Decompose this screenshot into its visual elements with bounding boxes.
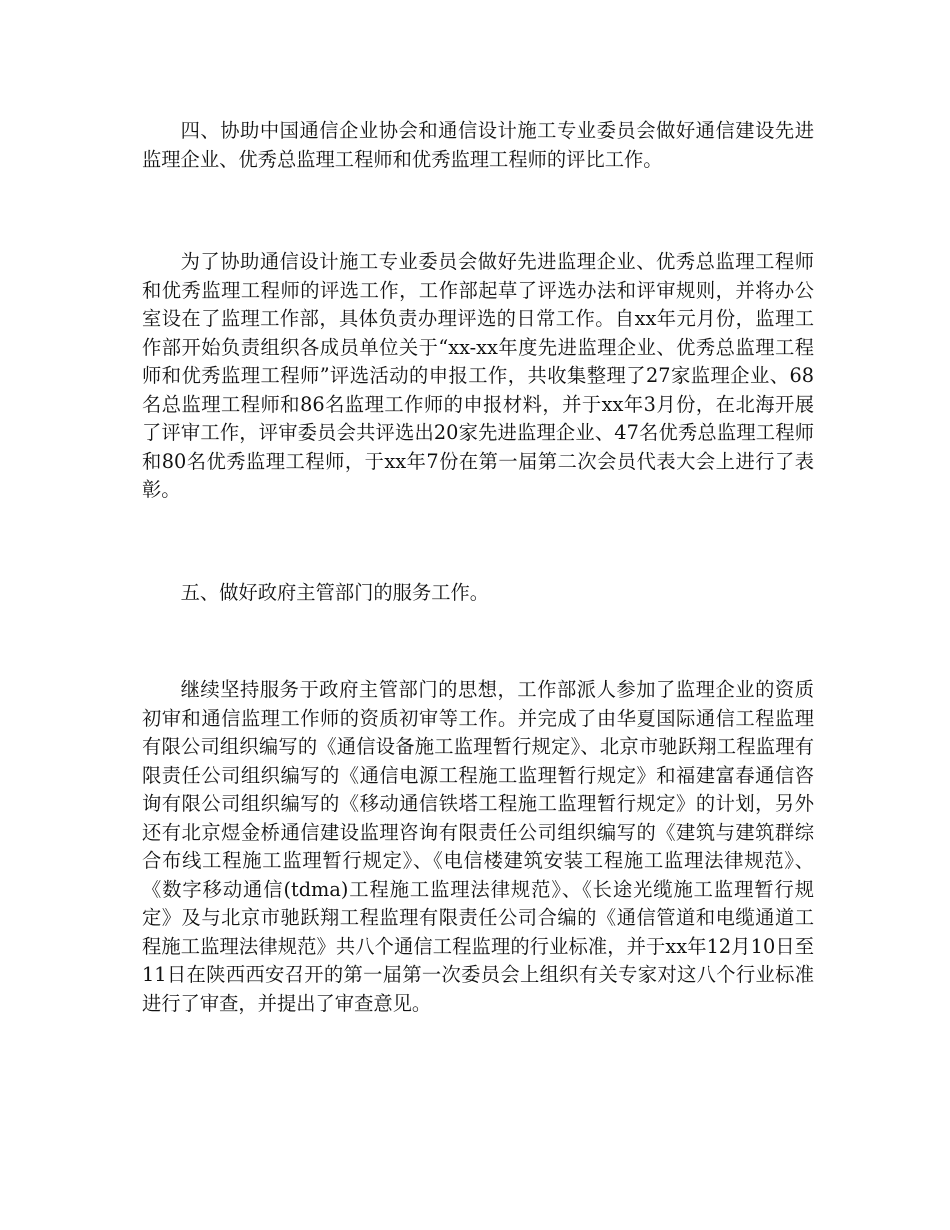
document-body — [142, 117, 814, 1018]
paragraph-government-service: 继续坚持服务于政府主管部门的思想，工作部派人参加了监理企业的资质初审和通信监理工作师的资质初审等工作。并完成了由华夏国际通信工程监理有限公司组织编写的《通信设备施工监理暂行规定》、北京市驰跃翔工程监理有限责任公司组织编写的《通信电源工程施工监理暂行规定》和福建富春通信咨询有限公司组织编写的《移动通信铁塔工程施工监理暂行规定》的计划，另外还有北京煜金桥通信建设监理咨询有限责任公司组织编写的《建筑与建筑群综合布线工程施工监理暂行规定》、《电信楼建筑安装工程施工监理法律规范》、《数字移动通信(tdma)工程施工监理法律规范》、《长途光缆施工监理暂行规定》及与北京市驰跃翔工程监理有限责任公司合编的《通信管道和电缆通道工程施工监理法律规范》共八个通信工程监理的行业标准，并于xx年12月10日至11日在陕西西安召开的第一届第一次委员会上组织有关专家对这八个行业标准进行了审查，并提出了审查意见。 — [142, 678, 814, 1015]
paragraph-evaluation-work: 为了协助通信设计施工专业委员会做好先进监理企业、优秀总监理工程师和优秀监理工程师的评选工作，工作部起草了评选办法和评审规则，并将办公室设在了监理工作部，具体负责办理评选的日常工作。自xx年元月份，监理工作部开始负责组织各成员单位关于“xx-xx年度先进监理企业、优秀总监理工程师和优秀监理工程师”评选活动的申报工作，共收集整理了27家监理企业、68名总监理工程师和86名监理工作师的申报材料，并于xx年3月份，在北海开展了评审工作，评审委员会共评选出20家先进监理企业、47名优秀总监理工程师和80名优秀监理工程师，于xx年7份在第一届第二次会员代表大会上进行了表彰。 — [142, 250, 814, 501]
paragraph-gap — [142, 505, 814, 579]
section-heading-5: 五、做好政府主管部门的服务工作。 — [180, 580, 490, 604]
paragraph-gap — [142, 607, 814, 676]
paragraph-gap — [142, 174, 814, 248]
section-heading-4: 四、协助中国通信企业协会和通信设计施工专业委员会做好通信建设先进监理企业、优秀总监理工程师和优秀监理工程师的评比工作。 — [142, 119, 814, 171]
